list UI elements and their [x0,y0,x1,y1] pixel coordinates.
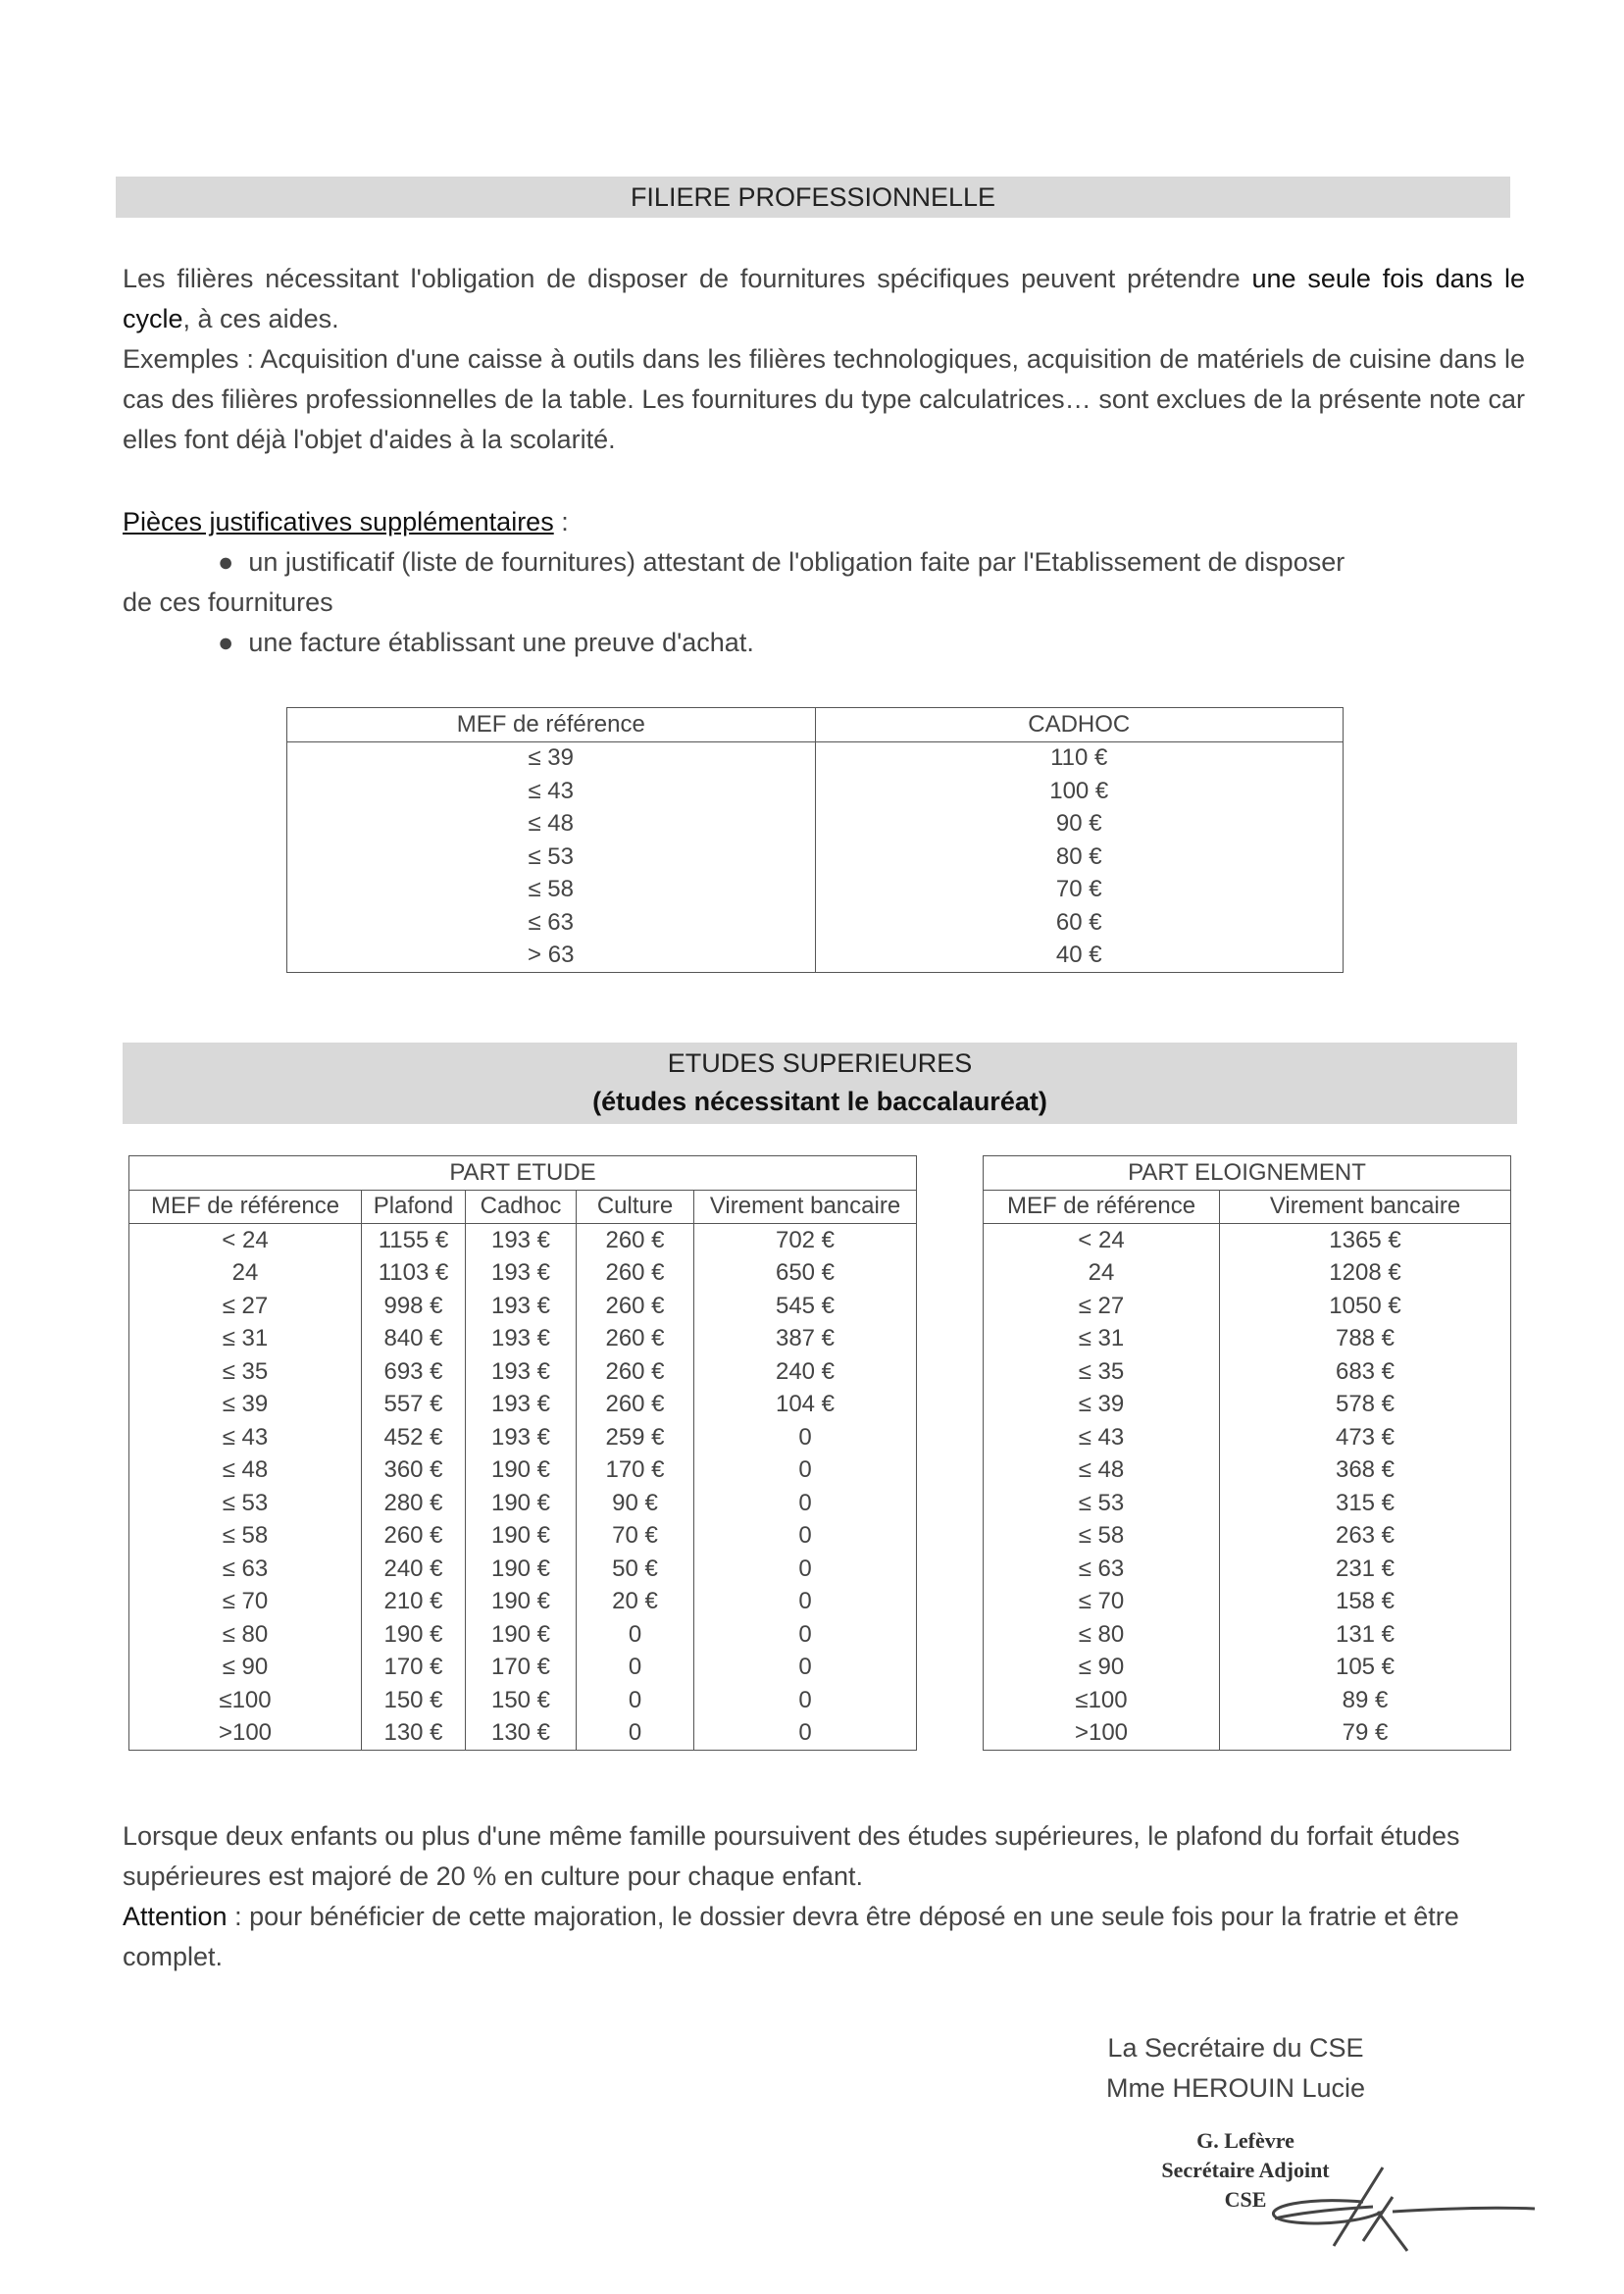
table-cell: 683 € [1220,1355,1511,1389]
section-subtitle: (études nécessitant le baccalauréat) [592,1087,1047,1116]
examples-text: Exemples : Acquisition d'une caisse à outils dans les filières technologiques, acquisition de matériels de cuisine dans le cas des filières professionnelles de la table. Les fournitures du type calculatrices… sont exclues de la présente note car elles font déjà l'objet d'aides à la scolarité. [123,344,1525,454]
table-cell: 110 € [815,741,1344,775]
table-cell: 130 € [362,1717,466,1751]
table-cell: ≤ 90 [129,1652,362,1685]
table-row [287,775,1344,808]
table-cell: ≤ 48 [984,1454,1220,1488]
table-cell: 131 € [1220,1618,1511,1652]
table-row [984,1487,1511,1520]
bullet-text: un justificatif (liste de fournitures) attestant de l'obligation faite par l'Etablissement de disposer [248,547,1345,577]
table-cell: 260 € [577,1257,694,1291]
column-header: Cadhoc [466,1190,577,1224]
table-cell: 190 € [362,1618,466,1652]
table-row [129,1290,917,1323]
table-cell: 1365 € [1220,1224,1511,1257]
table-cell: 452 € [362,1421,466,1454]
table-cell: ≤ 31 [129,1323,362,1356]
table-row [984,1389,1511,1422]
table-cell: ≤ 80 [984,1618,1220,1652]
table-cell: ≤ 58 [287,874,816,907]
table-cell: 193 € [466,1421,577,1454]
table-cell: 60 € [815,906,1344,940]
column-header: MEF de référence [129,1190,362,1224]
table-cell: ≤ 27 [129,1290,362,1323]
table-cell: ≤ 39 [984,1389,1220,1422]
table-row [129,1389,917,1422]
table-cell: 193 € [466,1257,577,1291]
table-cell: ≤ 48 [129,1454,362,1488]
signature-block [1079,2028,1393,2109]
table-row [984,1224,1511,1257]
table-row [984,1553,1511,1586]
table-cell: 0 [694,1421,917,1454]
table-row [984,1454,1511,1488]
table-cell: 260 € [577,1224,694,1257]
section-title: ETUDES SUPERIEURES [667,1048,973,1078]
table-cell: 190 € [466,1586,577,1619]
table-cell: ≤100 [984,1684,1220,1717]
table-cell: 104 € [694,1389,917,1422]
table-cell: 231 € [1220,1553,1511,1586]
table-cell: 170 € [466,1652,577,1685]
column-header: Culture [577,1190,694,1224]
table-cell: 0 [577,1684,694,1717]
stamp-line: CSE [1224,2187,1267,2212]
table-cell: 190 € [466,1618,577,1652]
column-header: MEF de référence [984,1190,1220,1224]
table-row [287,906,1344,940]
table-cell: 650 € [694,1257,917,1291]
table-cell: 89 € [1220,1684,1511,1717]
signatory-title: La Secrétaire du CSE [1107,2033,1364,2063]
table-cell: ≤ 53 [984,1487,1220,1520]
table-row [984,1652,1511,1685]
intro-paragraph [123,259,1525,460]
table-cell: 90 € [815,808,1344,841]
table-cell: < 24 [984,1224,1220,1257]
table-row [287,808,1344,841]
table-cell: 150 € [362,1684,466,1717]
table-cell: ≤ 43 [129,1421,362,1454]
table-row [287,940,1344,973]
table-cell: ≤ 80 [129,1618,362,1652]
bullet-text: une facture établissant une preuve d'achat. [248,628,754,657]
table-row [129,1323,917,1356]
table-cell: 0 [577,1652,694,1685]
attention-label: Attention [123,1902,228,1931]
table-cell: 100 € [815,775,1344,808]
table-cell: ≤ 63 [984,1553,1220,1586]
table-cell: 170 € [577,1454,694,1488]
part-eloignement-table [983,1155,1511,1751]
table-cell: ≤ 43 [287,775,816,808]
table-cell: 193 € [466,1355,577,1389]
table-row [129,1487,917,1520]
note-paragraph [123,1816,1476,1977]
table-cell: 788 € [1220,1323,1511,1356]
table-row [129,1355,917,1389]
table-cell: 105 € [1220,1652,1511,1685]
table-row [129,1224,917,1257]
table-cell: ≤ 70 [129,1586,362,1619]
table-cell: 150 € [466,1684,577,1717]
table-cell: 210 € [362,1586,466,1619]
table-cell: 1050 € [1220,1290,1511,1323]
table-cell: 1155 € [362,1224,466,1257]
table-cell: 0 [694,1618,917,1652]
table-cell: 80 € [815,841,1344,874]
table-cell: 24 [984,1257,1220,1291]
table-cell: ≤ 39 [287,741,816,775]
table-row [984,1717,1511,1751]
table-cell: ≤100 [129,1684,362,1717]
table-cell: 280 € [362,1487,466,1520]
part-etude-table [128,1155,917,1751]
table-cell: 0 [694,1487,917,1520]
table-cell: 1208 € [1220,1257,1511,1291]
table-cell: > 63 [287,940,816,973]
table-cell: 79 € [1220,1717,1511,1751]
table-cell: ≤ 35 [984,1355,1220,1389]
bullet-continuation: de ces fournitures [123,587,333,617]
table-cell: 240 € [694,1355,917,1389]
table-cell: ≤ 48 [287,808,816,841]
table-cell: ≤ 63 [129,1553,362,1586]
table-cell: 263 € [1220,1520,1511,1554]
table-cell: 190 € [466,1553,577,1586]
table-row [984,1586,1511,1619]
table-cell: ≤ 43 [984,1421,1220,1454]
table-cell: 473 € [1220,1421,1511,1454]
table-title: PART ELOIGNEMENT [984,1156,1511,1191]
text: Les filières nécessitant l'obligation de disposer de fournitures spécifiques peuvent prétendre [123,264,1252,293]
table-row [984,1323,1511,1356]
table-row [129,1618,917,1652]
table-cell: 190 € [466,1520,577,1554]
table-cell: 545 € [694,1290,917,1323]
table-cell: ≤ 63 [287,906,816,940]
table-cell: 0 [694,1520,917,1554]
table-row [984,1355,1511,1389]
table-cell: 90 € [577,1487,694,1520]
column-header: Virement bancaire [694,1190,917,1224]
table-cell: 840 € [362,1323,466,1356]
table-cell: ≤ 31 [984,1323,1220,1356]
table-cell: 193 € [466,1224,577,1257]
bullet-item: ● une facture établissant une preuve d'achat. [218,628,754,657]
table-row [984,1421,1511,1454]
table-row [129,1652,917,1685]
column-header: CADHOC [815,708,1344,742]
pieces-heading: Pièces justificatives supplémentaires [123,507,554,536]
table-cell: 260 € [577,1323,694,1356]
handwritten-signature [1245,2158,1540,2256]
table-row [984,1520,1511,1554]
table-cell: 193 € [466,1323,577,1356]
table-cell: 20 € [577,1586,694,1619]
column-header: Plafond [362,1190,466,1224]
table-row [984,1618,1511,1652]
table-cell: 0 [577,1618,694,1652]
table-cell: >100 [984,1717,1220,1751]
emphasis: une seule fois dans le cycle [123,264,1525,333]
table-cell: 260 € [577,1355,694,1389]
table-cell: 170 € [362,1652,466,1685]
table-cell: 158 € [1220,1586,1511,1619]
table-cell: 190 € [466,1487,577,1520]
table-cell: 0 [577,1717,694,1751]
table-cell: 0 [694,1652,917,1685]
table-cell: 0 [694,1684,917,1717]
stamp-line: Secrétaire Adjoint [1161,2158,1330,2182]
table-cell: ≤ 53 [129,1487,362,1520]
table-row [984,1684,1511,1717]
table-cell: 368 € [1220,1454,1511,1488]
table-row [129,1717,917,1751]
cadhoc-table [286,707,1344,973]
table-cell: 260 € [362,1520,466,1554]
pieces-block [123,502,1525,663]
column-header: Virement bancaire [1220,1190,1511,1224]
table-cell: ≤ 70 [984,1586,1220,1619]
attention-text: : pour bénéficier de cette majoration, le dossier devra être déposé en une seule fois pour la fratrie et être complet. [123,1902,1459,1971]
table-cell: 0 [694,1454,917,1488]
table-cell: 240 € [362,1553,466,1586]
table-row [129,1520,917,1554]
table-row [287,841,1344,874]
table-cell: 193 € [466,1389,577,1422]
table-row [129,1421,917,1454]
note-text: Lorsque deux enfants ou plus d'une même famille poursuivent des études supérieures, le plafond du forfait études supérieures est majoré de 20 % en culture pour chaque enfant. [123,1821,1460,1891]
table-cell: 70 € [577,1520,694,1554]
table-cell: 557 € [362,1389,466,1422]
table-cell: 693 € [362,1355,466,1389]
table-cell: 260 € [577,1389,694,1422]
table-cell: < 24 [129,1224,362,1257]
table-cell: 998 € [362,1290,466,1323]
bullet-item: ● un justificatif (liste de fournitures) attestant de l'obligation faite par l'Etablissement de disposer [218,547,1345,577]
table-cell: 0 [694,1586,917,1619]
table-cell: 315 € [1220,1487,1511,1520]
table-cell: >100 [129,1717,362,1751]
table-cell: 40 € [815,940,1344,973]
table-row [984,1257,1511,1291]
table-row [129,1553,917,1586]
table-cell: 387 € [694,1323,917,1356]
table-cell: ≤ 53 [287,841,816,874]
section-title: FILIERE PROFESSIONNELLE [630,182,996,212]
table-cell: 130 € [466,1717,577,1751]
table-cell: 259 € [577,1421,694,1454]
signatory-name: Mme HEROUIN Lucie [1105,2073,1366,2103]
text: , à ces aides. [182,304,339,333]
section-header-etudes [123,1043,1517,1124]
table-row [287,874,1344,907]
table-cell: 260 € [577,1290,694,1323]
table-cell: ≤ 27 [984,1290,1220,1323]
table-cell: ≤ 39 [129,1389,362,1422]
colon: : [553,507,569,536]
table-cell: ≤ 90 [984,1652,1220,1685]
table-cell: 1103 € [362,1257,466,1291]
table-row [129,1684,917,1717]
table-row [129,1454,917,1488]
stamp-line: G. Lefèvre [1196,2128,1294,2153]
section-header-filiere [116,177,1510,218]
table-cell: 0 [694,1717,917,1751]
table-cell: 0 [694,1553,917,1586]
table-cell: 190 € [466,1454,577,1488]
table-cell: 360 € [362,1454,466,1488]
table-title: PART ETUDE [129,1156,917,1191]
column-header: MEF de référence [287,708,816,742]
table-cell: 24 [129,1257,362,1291]
table-row [129,1257,917,1291]
table-cell: 50 € [577,1553,694,1586]
table-cell: ≤ 35 [129,1355,362,1389]
table-cell: ≤ 58 [129,1520,362,1554]
table-cell: ≤ 58 [984,1520,1220,1554]
table-row [287,741,1344,775]
table-cell: 702 € [694,1224,917,1257]
table-cell: 70 € [815,874,1344,907]
table-row [129,1586,917,1619]
table-cell: 193 € [466,1290,577,1323]
table-cell: 578 € [1220,1389,1511,1422]
table-row [984,1290,1511,1323]
